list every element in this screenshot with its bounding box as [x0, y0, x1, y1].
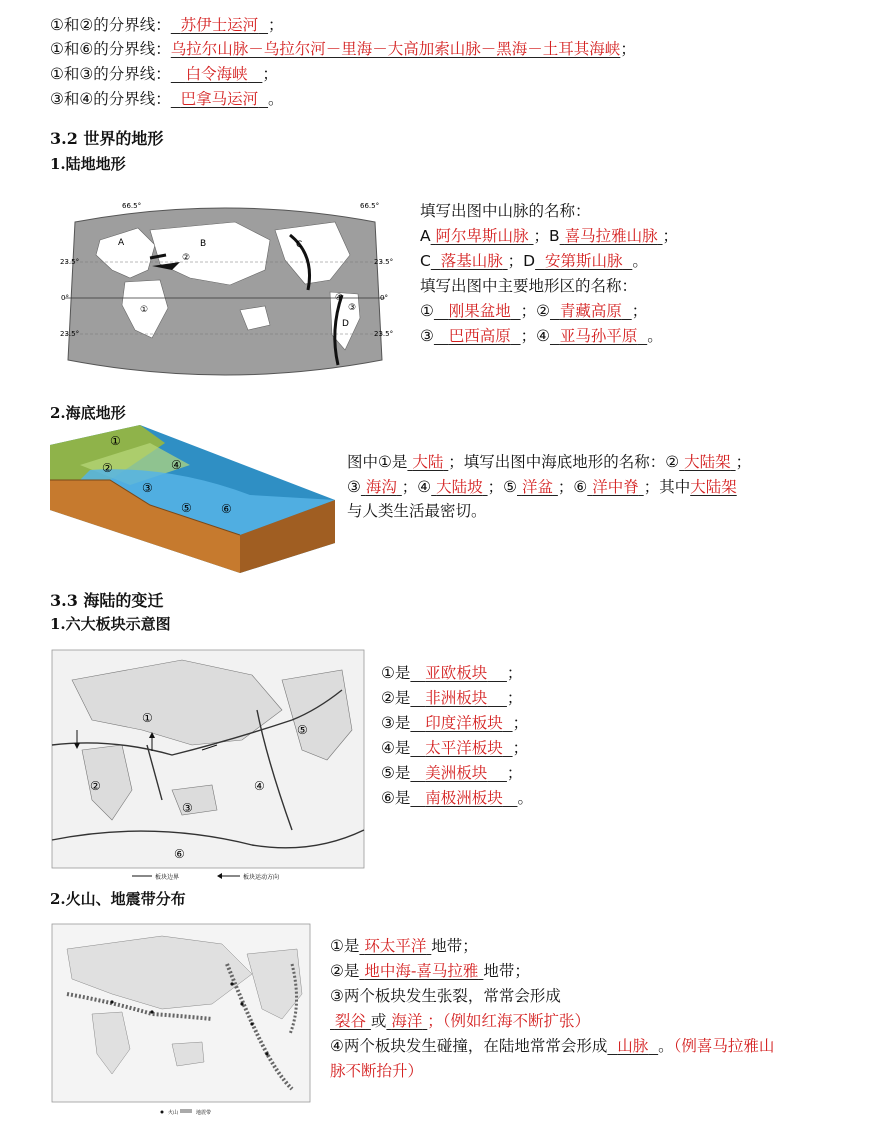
line-text: ； [506, 689, 523, 707]
plate-item [381, 787, 533, 809]
seafloor-marker-4: ④ [171, 458, 182, 472]
answer-text: 大陆架 [684, 453, 731, 471]
plate-marker-2: ② [90, 779, 101, 793]
lat-label: 23.5° [60, 258, 80, 266]
line-text: ①和⑥的分界线： [50, 40, 171, 58]
volcano-item-3: ③两个板块发生张裂，常常会形成 [330, 987, 561, 1005]
line-text: ；填写出图中海底地形的名称：② [448, 453, 680, 471]
seafloor-text-2 [347, 476, 737, 498]
marker-2: ② [182, 253, 191, 263]
line-text: ③ [347, 478, 361, 496]
answer-text: 大陆 [412, 453, 444, 471]
boundary-line-1 [50, 14, 284, 36]
volcano-item-1 [330, 935, 478, 957]
line-text: 。 [268, 90, 284, 108]
answer-text: 刚果盆地 [448, 302, 511, 320]
answer [407, 453, 448, 471]
answer [171, 90, 268, 108]
line-text: ①和②的分界线： [50, 16, 171, 34]
subheading-seafloor: 2.海底地形 [50, 404, 126, 422]
legend-direction: 板块运动方向 [243, 874, 280, 881]
line-text: ②是 [381, 689, 411, 707]
answer [587, 478, 643, 496]
seafloor-marker-2: ② [102, 461, 113, 475]
lat-label: 23.5° [60, 330, 80, 338]
seafloor-marker-5: ⑤ [181, 501, 192, 515]
lat-label: 0° [380, 294, 388, 302]
line-text: 。 [658, 1037, 674, 1055]
question-mountains: 填写出图中山脉的名称： [420, 202, 591, 220]
plate-marker-6: ⑥ [174, 847, 185, 861]
line-text: ；⑤ [487, 478, 517, 496]
line-text: ；B [533, 227, 560, 245]
volcano-item-6: 脉不断抬升） [330, 1062, 424, 1080]
line-text: 。 [647, 327, 663, 345]
section-heading-3-2: 3.2 世界的地形 [50, 129, 164, 148]
line-text: ①是 [330, 937, 360, 955]
line-text: C [420, 252, 431, 270]
boundary-line-4 [50, 88, 284, 110]
answer [330, 1012, 371, 1030]
line-text: ③ [420, 327, 434, 345]
plate-marker-4: ④ [254, 779, 265, 793]
answer-text: 喜马拉雅山脉 [564, 227, 658, 245]
answer-text: 裂谷 [334, 1012, 366, 1030]
example-note: （例喜马拉雅山 [673, 1037, 775, 1055]
answer-text: 印度洋板块 [425, 714, 503, 732]
seafloor-text-1 [347, 451, 751, 473]
lat-label: 23.5° [374, 258, 394, 266]
answer-text: 洋盆 [521, 478, 553, 496]
answer: 乌拉尔山脉－乌拉尔河－里海－大高加索山脉－黑海－土耳其海峡 [170, 40, 621, 58]
legend-boundary: 板块边界 [155, 874, 180, 881]
line-text: ③和④的分界线： [50, 90, 171, 108]
answer: 大陆架 [690, 478, 737, 496]
volcano-item-2 [330, 960, 530, 982]
answer-text: 巴西高原 [448, 327, 511, 345]
line-text: ；其中 [643, 478, 691, 496]
answer [410, 739, 512, 757]
lat-label: 23.5° [374, 330, 394, 338]
answer-text: 亚马孙平原 [559, 327, 638, 345]
answer-text: 阿尔卑斯山脉 [435, 227, 529, 245]
answer [550, 302, 632, 320]
answer-text: 苏伊士运河 [180, 16, 259, 34]
line-text: ； [512, 739, 529, 757]
answer-text: 洋中脊 [592, 478, 639, 496]
plate-marker-1: ① [142, 711, 153, 725]
line-text: ；④ [401, 478, 432, 496]
answer-text: 美洲板块 [425, 764, 488, 782]
line-text: 。 [632, 252, 648, 270]
seafloor-marker-6: ⑥ [221, 502, 232, 516]
answer-text: 山脉 [617, 1037, 649, 1055]
answer [410, 714, 512, 732]
line-text: ；D [507, 252, 536, 270]
line-text: ； [506, 664, 523, 682]
answer-text: 青藏高原 [559, 302, 622, 320]
answer [679, 453, 735, 471]
subheading-volcano-belts: 2.火山、地震带分布 [50, 890, 186, 908]
volcano-earthquake-map [52, 924, 310, 1114]
marker-D: D [342, 319, 349, 329]
line-text: ④是 [381, 739, 411, 757]
seafloor-text-3: 与人类生活最密切。 [347, 502, 487, 520]
answer [359, 937, 431, 955]
marker-4: ④ [335, 293, 344, 303]
lat-label: 0° [61, 294, 69, 302]
line-text: ⑤是 [381, 764, 411, 782]
answer [171, 16, 268, 34]
lat-label: 66.5° [122, 202, 142, 210]
line-text: 或 [370, 1012, 387, 1030]
line-text: ；④ [520, 327, 550, 345]
landforms-row-1 [420, 300, 647, 322]
line-text: ③是 [381, 714, 411, 732]
answer-text: 环太平洋 [364, 937, 427, 955]
line-text: ②是 [330, 962, 360, 980]
line-text: ； [620, 40, 636, 58]
answer-text: 大陆坡 [436, 478, 483, 496]
legend-volcano: 火山 [168, 1110, 179, 1116]
answer [431, 252, 508, 270]
answer-text: 安第斯山脉 [544, 252, 623, 270]
boundary-line-3 [50, 63, 278, 85]
plate-item [381, 687, 522, 709]
seafloor-marker-3: ③ [142, 481, 153, 495]
answer-text: 非洲板块 [425, 689, 488, 707]
answer-text: 南极洲板块 [425, 789, 503, 807]
answer [434, 327, 521, 345]
marker-1: ① [140, 305, 149, 315]
answer-text: 海沟 [365, 478, 397, 496]
answer [410, 789, 517, 807]
line-text: ①是 [381, 664, 411, 682]
answer-text: 海洋 [391, 1012, 423, 1030]
six-plates-map [52, 650, 364, 884]
answer-text: 太平洋板块 [425, 739, 503, 757]
plate-item [381, 712, 528, 734]
subheading-land-terrain: 1.陆地地形 [50, 155, 126, 173]
boundary-line-2 [50, 38, 636, 60]
subheading-plates: 1.六大板块示意图 [50, 615, 171, 633]
plate-item [381, 762, 522, 784]
plate-item [381, 737, 528, 759]
plate-item [381, 662, 522, 684]
plate-marker-3: ③ [182, 801, 193, 815]
line-text: ； [735, 453, 752, 471]
section-heading-3-3: 3.3 海陆的变迁 [50, 591, 164, 610]
marker-3: ③ [348, 303, 357, 313]
answer-text: 地中海-喜马拉雅 [364, 962, 479, 980]
world-mountains-map [60, 200, 394, 380]
volcano-item-5 [330, 1035, 774, 1057]
answer [535, 252, 632, 270]
line-text: ； [506, 764, 523, 782]
question-landforms: 填写出图中主要地形区的名称： [420, 277, 638, 295]
line-text: ⑥是 [381, 789, 411, 807]
line-text: ； [262, 65, 278, 83]
line-text: 。 [517, 789, 533, 807]
answer [431, 227, 534, 245]
answer [359, 962, 483, 980]
line-text: ；⑥ [557, 478, 588, 496]
answer [171, 65, 263, 83]
volcano-item-4 [330, 1010, 590, 1032]
marker-B: B [200, 239, 207, 249]
answer [410, 664, 507, 682]
example-note: ；（例如红海不断扩张） [427, 1012, 591, 1030]
line-text: 地带； [483, 962, 530, 980]
line-text: ； [268, 16, 284, 34]
answer [517, 478, 558, 496]
plate-marker-5: ⑤ [297, 723, 308, 737]
line-text: 图中①是 [347, 453, 408, 471]
line-text: ； [662, 227, 679, 245]
answer [607, 1037, 658, 1055]
answer [386, 1012, 427, 1030]
line-text: ； [631, 302, 648, 320]
seafloor-diagram [50, 425, 335, 573]
seafloor-marker-1: ① [110, 434, 121, 448]
line-text: ；② [520, 302, 550, 320]
line-text: ① [420, 302, 434, 320]
marker-A: A [118, 238, 125, 248]
lat-label: 66.5° [360, 202, 380, 210]
answer [410, 764, 507, 782]
mountains-row-1 [420, 225, 678, 247]
answer [560, 227, 663, 245]
line-text: ； [512, 714, 529, 732]
line-text: ①和③的分界线： [50, 65, 171, 83]
answer [361, 478, 402, 496]
answer [410, 689, 507, 707]
line-text: A [420, 227, 431, 245]
legend-quake-belt: 地震带 [196, 1110, 212, 1116]
answer-text: 白令海峡 [185, 65, 248, 83]
answer [550, 327, 647, 345]
line-text: 地带； [431, 937, 478, 955]
answer [434, 302, 521, 320]
marker-C: C [296, 240, 303, 250]
answer [431, 478, 487, 496]
mountains-row-2 [420, 250, 648, 272]
line-text: ④两个板块发生碰撞，在陆地常常会形成 [330, 1037, 608, 1055]
answer-text: 亚欧板块 [425, 664, 488, 682]
answer-text: 巴拿马运河 [180, 90, 259, 108]
landforms-row-2 [420, 325, 663, 347]
answer-text: 落基山脉 [440, 252, 503, 270]
